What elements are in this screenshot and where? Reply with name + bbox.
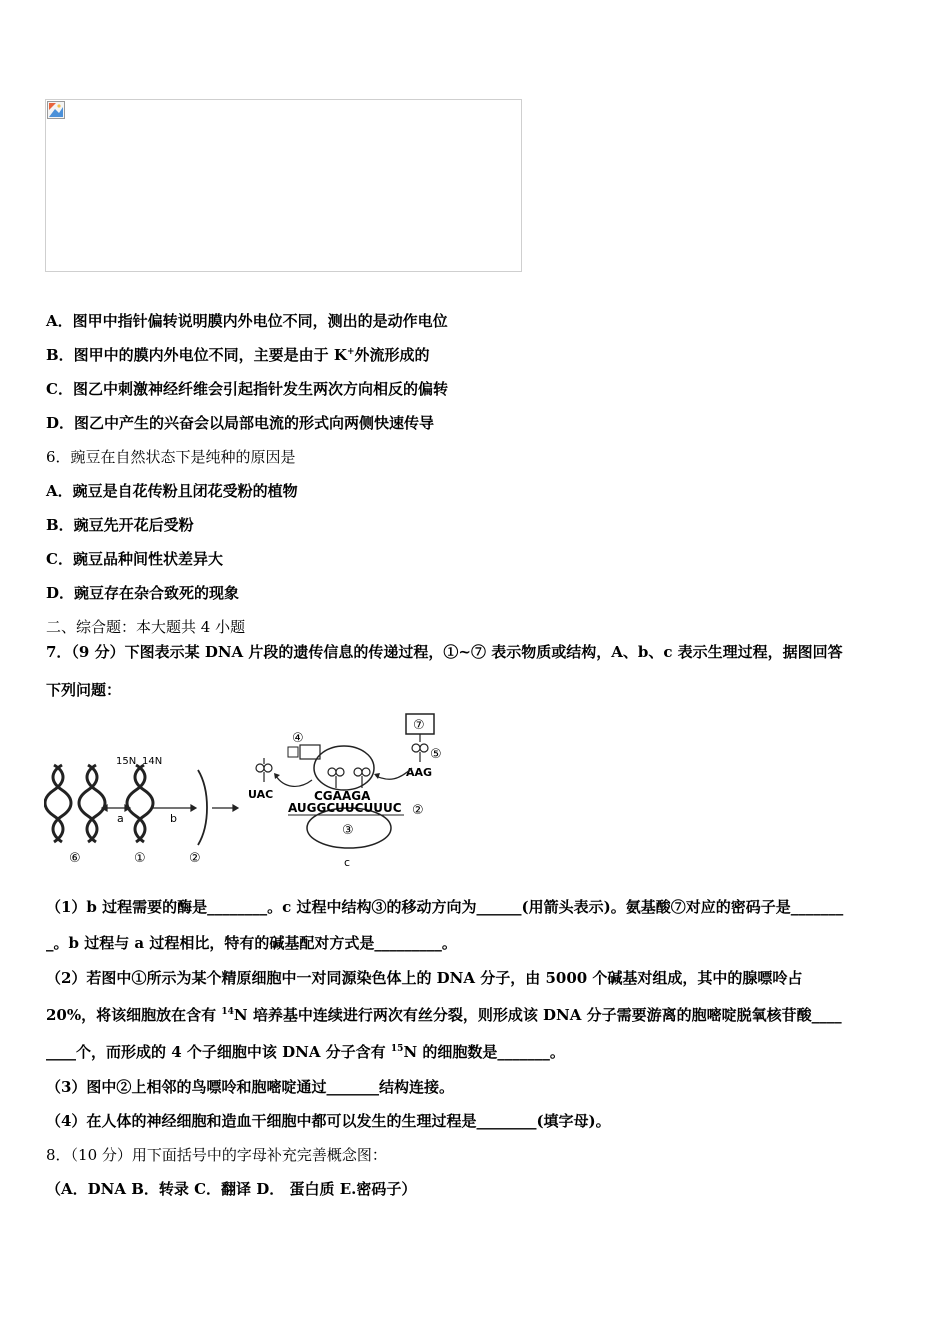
- q7-part2-line3: ____个，而形成的 4 个子细胞中该 DNA 分子含有 $^{15}$N 的细胞数是_______。: [46, 1043, 565, 1061]
- box-4-aa: [288, 747, 298, 757]
- q7-part2-line2: 20%，将该细胞放在含有 $^{14}$N 培养基中连续进行两次有丝分裂，则形成该 DNA 分子需要游离的胞嘧啶脱氧核苷酸____: [46, 1006, 842, 1024]
- q7-stem-line2: 下列问题：: [46, 681, 122, 699]
- q7-part1-line1: （1）b 过程需要的酶是________。c 过程中结构③的移动方向为______(用箭头表示)。氨基酸⑦对应的密码子是_______: [46, 898, 844, 916]
- q6-stem: 6．豌豆在自然状态下是纯种的原因是: [46, 448, 296, 466]
- mrna-strand-2: [198, 770, 207, 845]
- q6-option-a: A．豌豆是自花传粉且闭花受粉的植物: [46, 482, 298, 500]
- q5-option-a: A．图甲中指针偏转说明膜内外电位不同，测出的是动作电位: [46, 312, 448, 330]
- anticodon-row: CGAAGA: [314, 789, 371, 803]
- section-heading: 二、综合题：本大题共 4 小题: [46, 618, 246, 636]
- arrow-to-c: [212, 805, 238, 811]
- box-4: [300, 745, 320, 759]
- q6-option-c: C．豌豆品种间性状差异大: [46, 550, 223, 568]
- q6-option-b: B．豌豆先开花后受粉: [46, 516, 194, 534]
- label-num4: ④: [292, 731, 304, 746]
- label-num1: ①: [134, 851, 146, 866]
- helix-6: [45, 765, 105, 842]
- q7-part3: （3）图中②上相邻的鸟嘌呤和胞嘧啶通过_______结构连接。: [46, 1078, 454, 1096]
- label-14n: 14N: [142, 756, 163, 767]
- trna-incoming: [412, 734, 428, 762]
- label-num2-left: ②: [189, 851, 201, 866]
- label-a: a: [117, 812, 124, 825]
- q7-part4: （4）在人体的神经细胞和造血干细胞中都可以发生的生理过程是________(填字母)。: [46, 1112, 611, 1130]
- anticodon-uac: UAC: [248, 788, 274, 801]
- q5-option-d: D．图乙中产生的兴奋会以局部电流的形式向两侧快速传导: [46, 414, 435, 432]
- label-num5: ⑤: [430, 747, 442, 762]
- label-num6: ⑥: [69, 851, 81, 866]
- q7-part2-line1: （2）若图中①所示为某个精原细胞中一对同源染色体上的 DNA 分子，由 5000 个碱基对组成，其中的腺嘌呤占: [46, 969, 803, 987]
- label-c: c: [344, 856, 351, 869]
- label-num2-right: ②: [412, 803, 424, 818]
- arrow-b: [152, 805, 196, 811]
- arrow-release: [276, 776, 312, 786]
- q7-part1-line2: _。b 过程与 a 过程相比，特有的碱基配对方式是_________。: [46, 934, 457, 952]
- q8-stem: 8．（10 分）用下面括号中的字母补充完善概念图：: [46, 1146, 387, 1164]
- broken-image-icon: [47, 101, 65, 119]
- label-num7: ⑦: [413, 718, 425, 733]
- q7-stem-line1: 7．（9 分）下图表示某 DNA 片段的遗传信息的传递过程，①~⑦ 表示物质或结构，A、b、c 表示生理过程，据图回答: [46, 643, 843, 661]
- mrna-sequence: AUGGCUUCUUUC: [288, 801, 402, 815]
- q5-option-b: B．图甲中的膜内外电位不同，主要是由于 K+外流形成的: [46, 346, 430, 364]
- missing-figure-placeholder: [45, 99, 522, 272]
- trna-leaving: [256, 758, 272, 782]
- label-b: b: [170, 812, 177, 825]
- arrow-a: [102, 805, 130, 811]
- q5-option-c: C．图乙中刺激神经纤维会引起指针发生两次方向相反的偏转: [46, 380, 448, 398]
- q8-options: （A．DNA B．转录 C．翻译 D． 蛋白质 E.密码子）: [46, 1180, 417, 1198]
- dna-transfer-figure: [44, 710, 444, 875]
- helix-1: [127, 765, 153, 842]
- anticodon-aag: AAG: [406, 766, 433, 779]
- q6-option-d: D．豌豆存在杂合致死的现象: [46, 584, 240, 602]
- label-num3: ③: [342, 823, 354, 838]
- label-15n: 15N: [116, 756, 137, 767]
